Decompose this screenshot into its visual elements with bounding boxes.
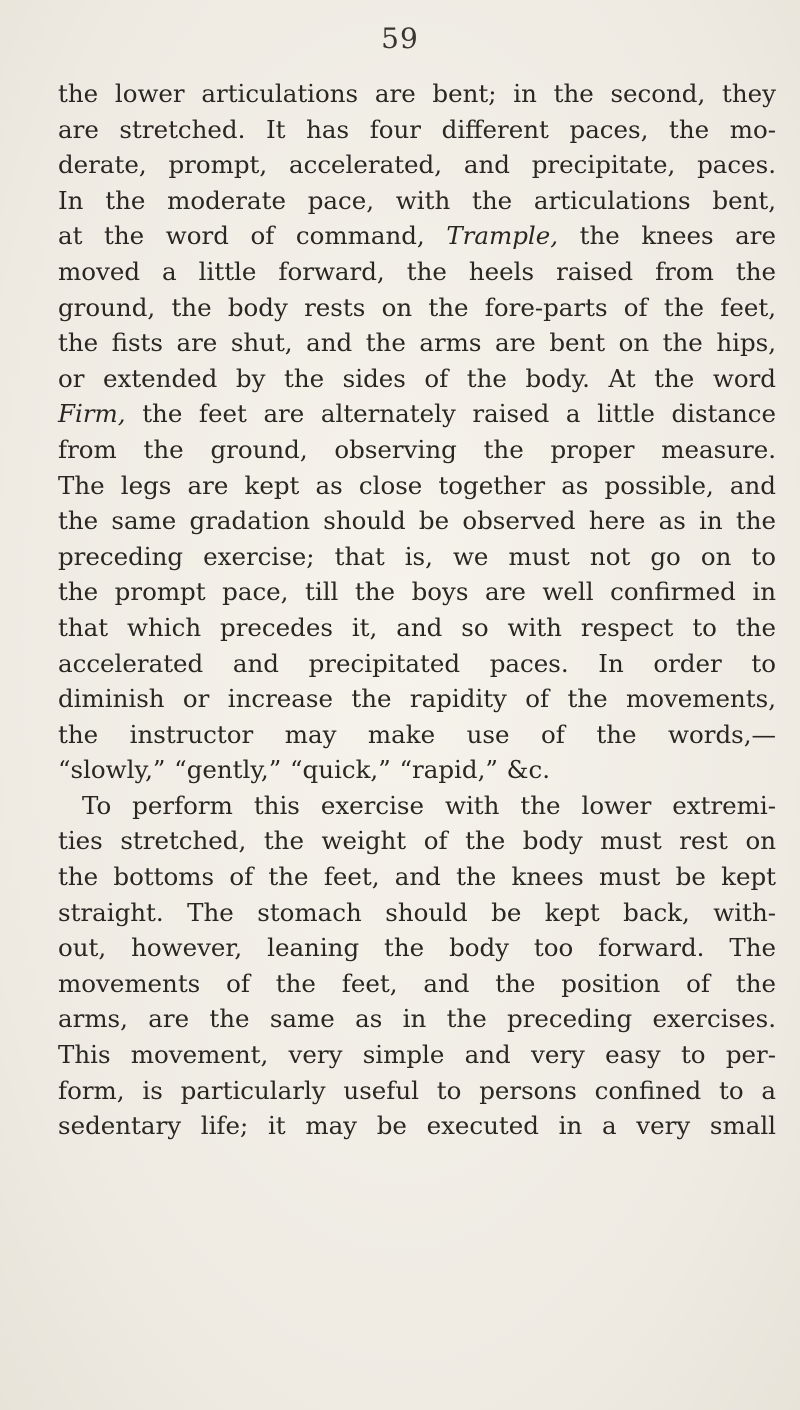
text-line: accelerated and precipitated paces. In order to: [58, 648, 776, 678]
text-line: preceding exercise; that is, we must not go on to: [58, 541, 776, 571]
text-line: the lower articulations are bent; in the second, they: [58, 79, 776, 108]
text-line: from the ground, observing the proper measure.: [58, 434, 776, 464]
text-line: “slowly,” “gently,” “quick,” “rapid,” &c.: [58, 755, 550, 785]
text-line: the bottoms of the feet, and the knees must be kept: [58, 862, 776, 892]
text-line: ties stretched, the weight of the body must rest on: [58, 826, 776, 856]
text-line: diminish or increase the rapidity of the movements,: [58, 684, 776, 714]
text-line: the fists are shut, and the arms are bent on the hips,: [58, 328, 776, 358]
page-number: 59: [381, 22, 419, 55]
text-line: To perform this exercise with the lower extremi-: [82, 790, 776, 820]
text-line: the prompt pace, till the boys are well confirmed in: [58, 577, 776, 607]
text-line: In the moderate pace, with the articulations bent,: [58, 185, 776, 215]
text-line: are stretched. It has four different paces, the mo-: [58, 114, 776, 144]
text-line: derate, prompt, accelerated, and precipitate, paces.: [58, 150, 776, 180]
text-line: Firm, the feet are alternately raised a little distance: [58, 399, 776, 429]
text-line: arms, are the same as in the preceding exercises.: [58, 1004, 776, 1034]
text-line: at the word of command, Trample, the knees are: [58, 221, 776, 251]
italic-command: Firm,: [58, 399, 126, 429]
text-line: movements of the feet, and the position of the: [58, 968, 776, 998]
text-line: the same gradation should be observed here as in the: [58, 506, 776, 536]
italic-command: Trample,: [446, 221, 559, 251]
text-line: ground, the body rests on the fore-parts of the feet,: [58, 292, 776, 322]
text-line: moved a little forward, the heels raised from the: [58, 256, 776, 286]
text-line: the instructor may make use of the words,—: [58, 719, 776, 749]
text-line: or extended by the sides of the body. At the word: [58, 363, 776, 393]
text-line: that which precedes it, and so with respect to the: [58, 612, 776, 642]
text-line: form, is particularly useful to persons confined to a: [58, 1075, 776, 1105]
text-line: This movement, very simple and very easy to per-: [58, 1040, 776, 1070]
text-line: straight. The stomach should be kept back, with-: [58, 897, 776, 927]
text-line: out, however, leaning the body too forward. The: [58, 933, 776, 963]
text-line: The legs are kept as close together as possible, and: [58, 470, 776, 500]
body-text: [58, 76, 776, 1144]
text-line: sedentary life; it may be executed in a very small: [58, 1111, 776, 1141]
